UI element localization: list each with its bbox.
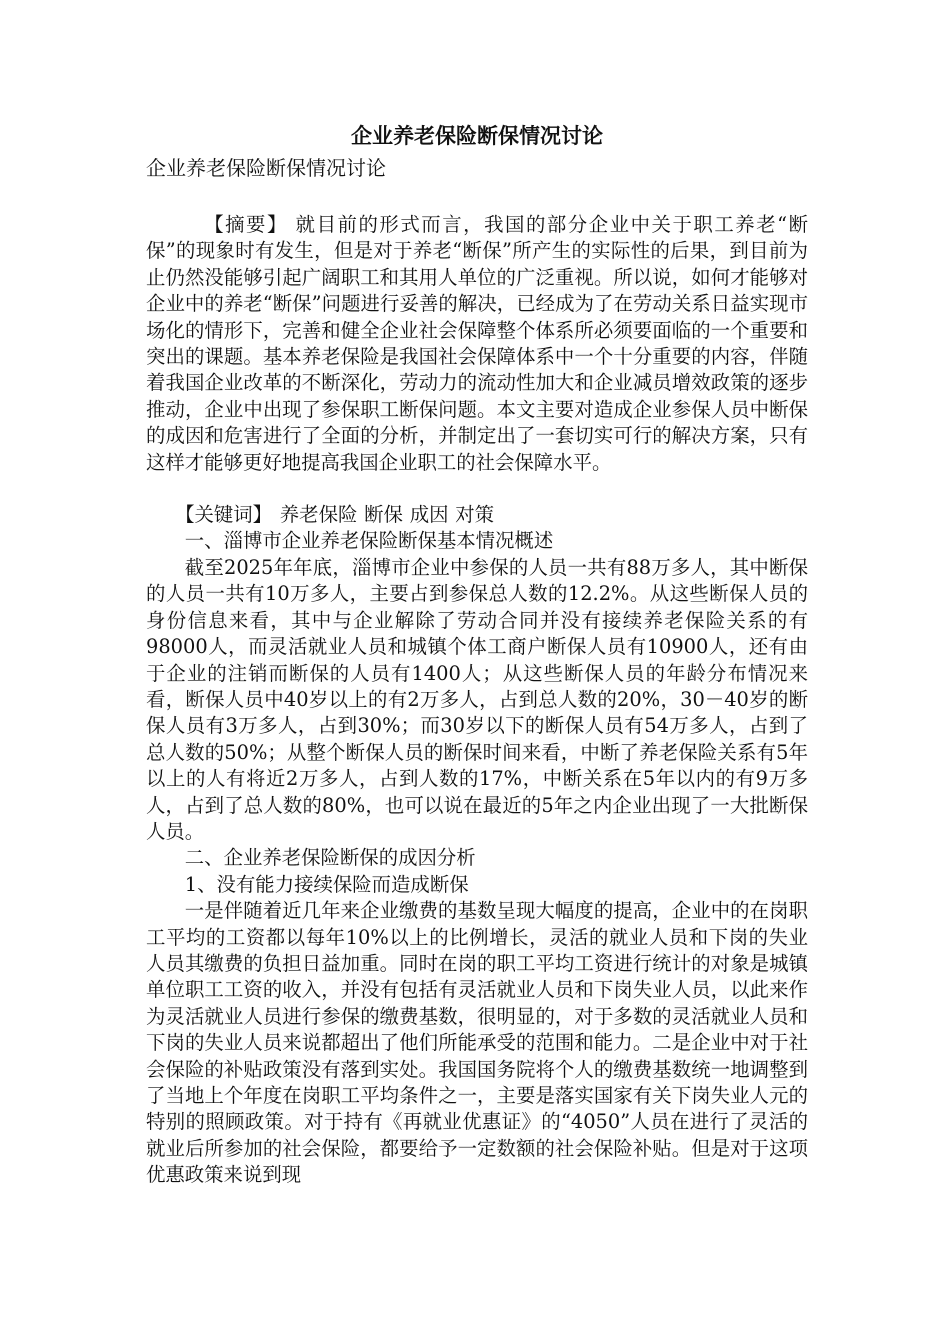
section1-paragraph: 截至2025年年底，淄博市企业中参保的人员一共有88万多人，其中断保的人员一共有10万多人，主要占到参保总人数的12.2%。从这些断保人员的身份信息来看，其中与企业解除了劳动合同并没有接续养老保险关系的有98000人，而灵活就业人员和城镇个体工商户断保人员有10900人，还有由于企业的注销而断保的人员有1400人；从这些断保人员的年龄分布情况来看，断保人员中40岁以上的有2万多人，占到总人数的20%，30－40岁的断保人员有3万多人，占到30%；而30岁以下的断保人员有54万多人，占到了总人数的50%；从整个断保人员的断保时间来看，中断了养老保险关系有5年以上的人有将近2万多人，占到人数的17%，中断关系在5年以内的有9万多人，占到了总人数的80%，也可以说在最近的5年之内企业出现了一大批断保人员。	[146, 555, 808, 843]
abstract-paragraph	[146, 212, 808, 476]
document-title: 企业养老保险断保情况讨论	[351, 123, 603, 148]
section1-heading: 一、淄博市企业养老保险断保基本情况概述	[184, 529, 554, 553]
keyword-term: 养老保险	[279, 503, 358, 527]
document-subtitle: 企业养老保险断保情况讨论	[146, 156, 386, 180]
section2-heading: 二、企业养老保险断保的成因分析	[184, 846, 476, 870]
document-page	[146, 118, 808, 1189]
abstract-label: 【摘要】	[204, 213, 288, 236]
keyword-term: 断保	[364, 503, 403, 527]
section2-subheading: 1、没有能力接续保险而造成断保	[184, 872, 469, 896]
keywords-label: 【关键词】	[175, 503, 273, 527]
keyword-term: 对策	[455, 503, 495, 527]
abstract-text: 就目前的形式而言，我国的部分企业中关于职工养老“断保”的现象时有发生，但是对于养老“断保”所产生的实际性的后果，到目前为止仍然没能够引起广阔职工和其用人单位的广泛重视。所以说，如何才能够对企业中的养老“断保”问题进行妥善的解决，已经成为了在劳动关系日益实现市场化的情形下，完善和健全企业社会保障整个体系所必须要面临的一个重要和突出的课题。基本养老保险是我国社会保障体系中一个十分重要的内容，伴随着我国企业改革的不断深化，劳动力的流动性加大和企业减员增效政策的逐步推动，企业中出现了参保职工断保问题。本文主要对造成企业参保人员中断保的成因和危害进行了全面的分析，并制定出了一套切实可行的解决方案，只有这样才能够更好地提高我国企业职工的社会保障水平。	[146, 213, 808, 474]
blank-line	[146, 476, 808, 502]
keyword-term: 成因	[409, 503, 449, 527]
keywords-line	[146, 502, 808, 528]
section2-paragraph: 一是伴随着近几年来企业缴费的基数呈现大幅度的提高，企业中的在岗职工平均的工资都以每年10%以上的比例增长，灵活的就业人员和下岗的失业人员其缴费的负担日益加重。同时在岗的职工平均工资进行统计的对象是城镇单位职工工资的收入，并没有包括有灵活就业人员和下岗失业人员，以此来作为灵活就业人员进行参保的缴费基数，很明显的，对于多数的灵活就业人员和下岗的失业人员来说都超出了他们所能承受的范围和能力。二是企业中对于社会保险的补贴政策没有落到实处。我国国务院将个人的缴费基数统一地调整到了当地上个年度在岗职工平均条件之一，主要是落实国家有关下岗失业人元的特别的照顾政策。对于持有《再就业优惠证》的“4050”人员在进行了灵活的就业后所参加的社会保险，都要给予一定数额的社会保险补贴。但是对于这项优惠政策来说到现	[146, 899, 808, 1187]
